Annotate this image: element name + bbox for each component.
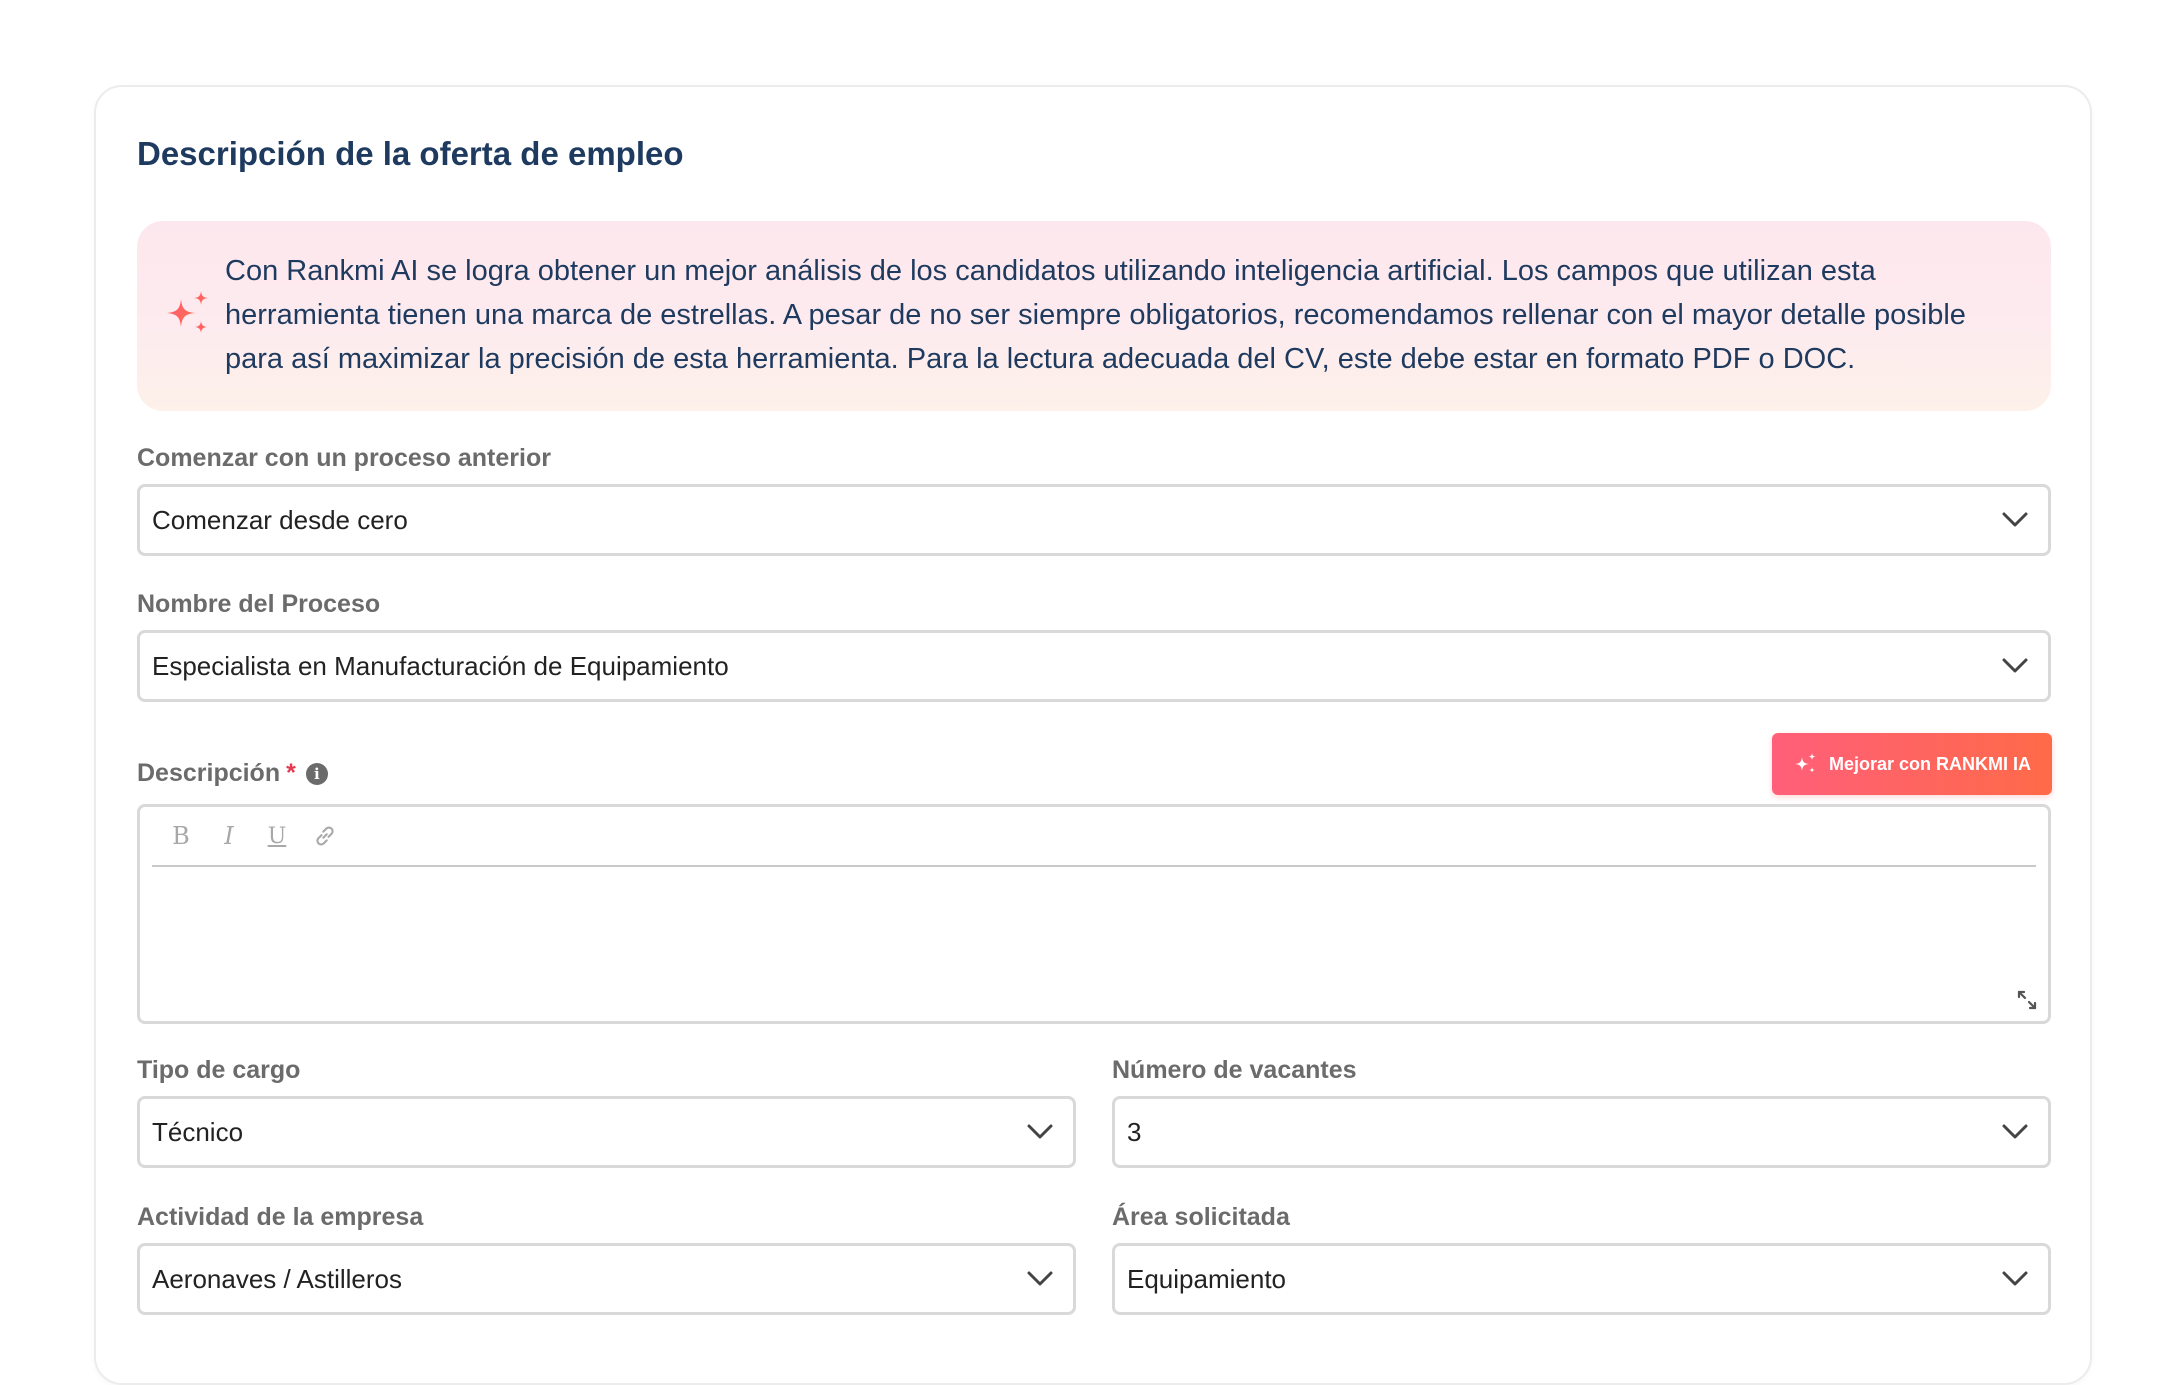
expand-icon[interactable] — [2016, 989, 2038, 1011]
description-editor[interactable] — [137, 804, 2051, 1024]
vacancies-value: 3 — [1127, 1116, 1142, 1147]
job-type-select[interactable] — [137, 1096, 1076, 1168]
underline-button[interactable]: U — [267, 823, 287, 849]
requested-area-label: Área solicitada — [1112, 1203, 1290, 1231]
requested-area-select[interactable] — [1112, 1243, 2051, 1315]
ai-banner-text: Con Rankmi AI se logra obtener un mejor análisis de los candidatos utilizando inteligencia artificial. Los campos que utilizan esta herramienta tienen una marca de estrellas. A pesar de no ser siempre obligatorios, recomendamos rellenar con el mayor detalle posible para así maximizar la precisión de esta herramienta. Para la lectura adecuada del CV, este debe estar en formato PDF o DOC. — [225, 255, 1966, 375]
chevron-down-icon — [2002, 1271, 2028, 1287]
job-offer-card — [94, 85, 2092, 1385]
ai-info-banner — [137, 221, 2051, 411]
info-icon[interactable]: i — [306, 763, 328, 785]
italic-button[interactable]: I — [224, 822, 234, 850]
chevron-down-icon — [2002, 512, 2028, 528]
process-name-label: Nombre del Proceso — [137, 590, 381, 618]
requested-area-value: Equipamiento — [1127, 1263, 1286, 1294]
process-name-select[interactable] — [137, 630, 2051, 702]
bold-button[interactable]: B — [172, 822, 190, 850]
job-type-value: Técnico — [152, 1116, 244, 1147]
description-label — [137, 759, 328, 788]
chevron-down-icon — [1027, 1271, 1053, 1287]
vacancies-select[interactable] — [1112, 1096, 2051, 1168]
improve-with-ai-button[interactable] — [1772, 733, 2052, 795]
company-activity-value: Aeronaves / Astilleros — [152, 1263, 403, 1294]
chevron-down-icon — [1027, 1124, 1053, 1140]
vacancies-label: Número de vacantes — [1112, 1056, 1357, 1084]
company-activity-label: Actividad de la empresa — [137, 1203, 424, 1231]
editor-toolbar — [152, 807, 2036, 867]
job-type-label: Tipo de cargo — [137, 1056, 301, 1084]
improve-with-ai-label: Mejorar con RANKMI IA — [1828, 753, 2032, 774]
section-title: Descripción de la oferta de empleo — [137, 135, 684, 172]
link-button[interactable] — [312, 821, 338, 851]
sparkles-icon — [1793, 751, 1819, 777]
previous-process-value: Comenzar desde cero — [152, 504, 408, 535]
process-name-value: Especialista en Manufacturación de Equipamiento — [152, 650, 729, 681]
sparkles-icon — [163, 289, 213, 339]
description-label-text: Descripción — [137, 759, 281, 787]
chevron-down-icon — [2002, 1124, 2028, 1140]
company-activity-select[interactable] — [137, 1243, 1076, 1315]
required-mark: * — [286, 759, 296, 787]
chevron-down-icon — [2002, 658, 2028, 674]
previous-process-select[interactable] — [137, 484, 2051, 556]
previous-process-label: Comenzar con un proceso anterior — [137, 444, 551, 472]
link-icon — [312, 821, 338, 851]
editor-content-area[interactable] — [152, 871, 2036, 1011]
